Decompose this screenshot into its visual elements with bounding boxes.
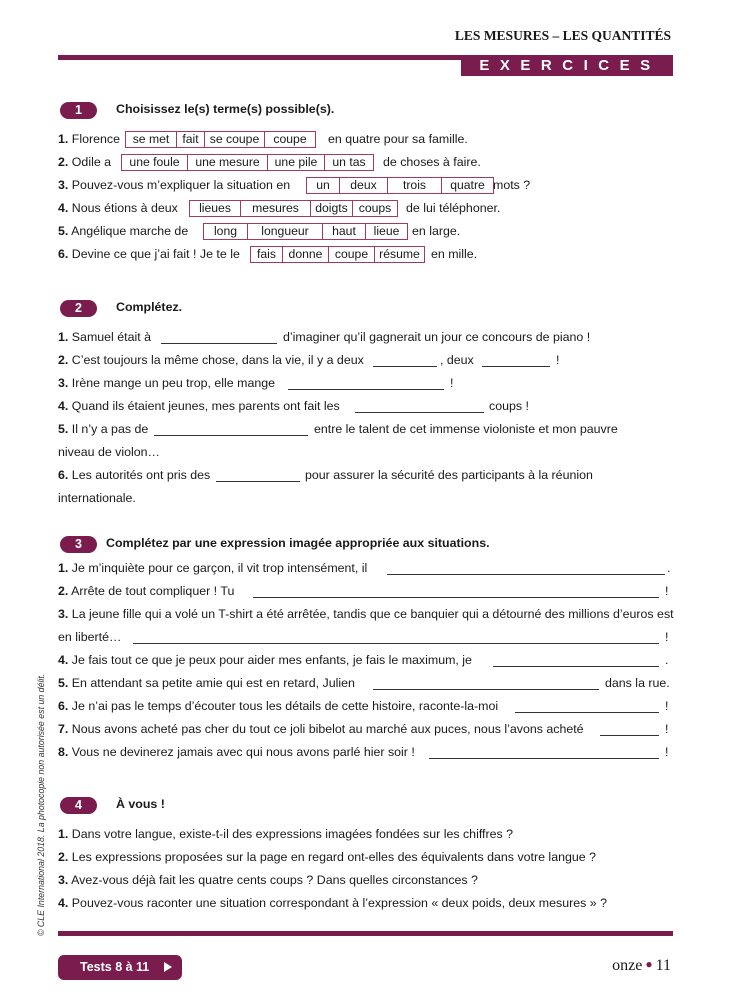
- option[interactable]: lieues: [190, 201, 241, 216]
- s1-item-6-end: en mille.: [431, 247, 478, 261]
- header-title: LES MESURES – LES QUANTITÉS: [454, 28, 671, 43]
- s1-item-6: 6. Devine ce que j’ai fait ! Je te le: [58, 247, 240, 261]
- bullet-icon: ●: [645, 957, 653, 971]
- s1-item-2-options: [121, 154, 374, 171]
- s2-item-2-blank-1[interactable]: [373, 354, 437, 367]
- s2-item-5-text: entre le talent de cet immense violoniste et mon pauvre: [314, 422, 618, 436]
- s3-item-1-end: .: [667, 561, 671, 575]
- s2-item-1: 1. Samuel était à: [58, 330, 152, 344]
- s3-item-5-blank[interactable]: [373, 677, 599, 690]
- copyright-notice: © CLE International 2018. La photocopie non autorisée est un délit.: [36, 673, 46, 936]
- s1-item-5: 5. Angélique marche de: [58, 224, 189, 238]
- option[interactable]: une mesure: [188, 155, 268, 170]
- option[interactable]: coupe: [329, 247, 375, 262]
- s4-question-1: 1. Dans votre langue, existe-t-il des expressions imagées fondées sur les chiffres ?: [58, 827, 514, 841]
- s2-item-2-end: !: [556, 353, 560, 367]
- s1-item-3-options: [306, 177, 494, 194]
- option[interactable]: longueur: [248, 224, 323, 239]
- option[interactable]: se coupe: [205, 132, 265, 147]
- s3-item-2: 2. Arrête de tout compliquer ! Tu: [58, 584, 235, 598]
- s2-item-3-blank[interactable]: [288, 377, 444, 390]
- page-number: [612, 957, 671, 975]
- s2-item-6-end: internationale.: [58, 491, 136, 505]
- s2-item-3-end: !: [450, 376, 454, 390]
- option[interactable]: deux: [340, 178, 388, 193]
- section-4-badge: 4: [60, 797, 97, 814]
- option[interactable]: se met: [126, 132, 177, 147]
- s3-item-7: 7. Nous avons acheté pas cher du tout ce joli bibelot au marché aux puces, nous l’avons acheté: [58, 722, 584, 736]
- s3-item-5: 5. En attendant sa petite amie qui est en retard, Julien: [58, 676, 355, 690]
- option[interactable]: un: [307, 178, 340, 193]
- option[interactable]: mesures: [241, 201, 311, 216]
- s1-item-1: 1. Florence: [58, 132, 121, 146]
- option[interactable]: long: [204, 224, 248, 239]
- exercices-banner: EXERCICES: [461, 55, 673, 76]
- option[interactable]: coupe: [273, 132, 307, 146]
- tests-label: Tests 8 à 11: [80, 960, 150, 974]
- section-1-badge: 1: [60, 102, 97, 119]
- s1-item-2: 2. Odile a: [58, 155, 112, 169]
- s2-item-2-blank-2[interactable]: [482, 354, 550, 367]
- s3-item-5-end: dans la rue.: [605, 676, 670, 690]
- option[interactable]: coups: [358, 201, 392, 215]
- section-4-title: À vous !: [116, 797, 165, 811]
- s1-item-4-options: [189, 200, 398, 217]
- s2-item-4: 4. Quand ils étaient jeunes, mes parents ont fait les: [58, 399, 340, 413]
- s1-item-4-end: de lui téléphoner.: [406, 201, 501, 215]
- s3-item-3-blank[interactable]: [133, 631, 659, 644]
- s2-item-5-end: niveau de violon…: [58, 445, 160, 459]
- s2-item-6-text: pour assurer la sécurité des participants à la réunion: [305, 468, 593, 482]
- option[interactable]: fais: [251, 247, 283, 262]
- s1-item-1-options: [125, 131, 316, 148]
- s3-item-4: 4. Je fais tout ce que je peux pour aider mes enfants, je fais le maximum, je: [58, 653, 472, 667]
- s3-item-4-blank[interactable]: [493, 654, 659, 667]
- s2-item-3: 3. Irène mange un peu trop, elle mange: [58, 376, 276, 390]
- s2-item-4-blank[interactable]: [355, 400, 484, 413]
- s2-item-6: 6. Les autorités ont pris des: [58, 468, 211, 482]
- option[interactable]: fait: [177, 132, 205, 147]
- footer-rule: [58, 931, 673, 936]
- s2-item-1-blank[interactable]: [161, 331, 277, 344]
- s3-item-6-end: !: [665, 699, 669, 713]
- s2-item-1-end: d’imaginer qu’il gagnerait un jour ce concours de piano !: [283, 330, 591, 344]
- s3-item-8-end: !: [665, 745, 669, 759]
- option[interactable]: un tas: [332, 155, 366, 169]
- s1-item-3: 3. Pouvez-vous m’expliquer la situation en: [58, 178, 291, 192]
- s2-item-5: 5. Il n’y a pas de: [58, 422, 149, 436]
- s3-item-8-blank[interactable]: [429, 746, 659, 759]
- s3-item-3-end: !: [665, 630, 669, 644]
- option[interactable]: une foule: [122, 155, 188, 170]
- option[interactable]: résume: [379, 247, 420, 261]
- s3-item-6-blank[interactable]: [515, 700, 659, 713]
- s2-item-2: 2. C’est toujours la même chose, dans la vie, il y a deux: [58, 353, 364, 367]
- tests-button[interactable]: [58, 955, 182, 980]
- s2-item-6-blank[interactable]: [216, 469, 300, 482]
- s3-item-1-blank[interactable]: [387, 562, 665, 575]
- option[interactable]: trois: [388, 178, 442, 193]
- s3-item-3-cont: en liberté…: [58, 630, 122, 644]
- option[interactable]: une pile: [268, 155, 325, 170]
- page-digit: 11: [655, 957, 671, 974]
- option[interactable]: quatre: [450, 178, 485, 192]
- s3-item-4-end: .: [665, 653, 669, 667]
- option[interactable]: lieue: [373, 224, 400, 238]
- s3-item-2-blank[interactable]: [253, 585, 659, 598]
- s4-question-2: 2. Les expressions proposées sur la page en regard ont-elles des équivalents dans votre langue ?: [58, 850, 596, 864]
- s1-item-5-end: en large.: [412, 224, 461, 238]
- s4-question-4: 4. Pouvez-vous raconter une situation correspondant à l’expression « deux poids, deux mesures » ?: [58, 896, 607, 910]
- s3-item-8: 8. Vous ne devinerez jamais avec qui nous avons parlé hier soir !: [58, 745, 415, 759]
- s4-question-3: 3. Avez-vous déjà fait les quatre cents coups ? Dans quelles circonstances ?: [58, 873, 478, 887]
- section-2-title: Complétez.: [116, 300, 183, 314]
- s1-item-3-end: mots ?: [493, 178, 531, 192]
- s2-item-5-blank[interactable]: [154, 423, 308, 436]
- option[interactable]: donne: [283, 247, 329, 262]
- section-2-badge: 2: [60, 300, 97, 317]
- s1-item-5-options: [203, 223, 408, 240]
- section-3-title: Complétez par une expression imagée appropriée aux situations.: [106, 536, 490, 550]
- s1-item-4: 4. Nous étions à deux: [58, 201, 178, 215]
- s2-item-4-end: coups !: [489, 399, 529, 413]
- s1-item-2-end: de choses à faire.: [383, 155, 481, 169]
- page-word: onze: [612, 957, 643, 974]
- option[interactable]: haut: [323, 224, 366, 239]
- s2-item-2-mid: , deux: [440, 353, 474, 367]
- section-1-title: Choisissez le(s) terme(s) possible(s).: [116, 102, 335, 116]
- play-arrow-icon: [164, 962, 172, 972]
- s3-item-7-blank[interactable]: [600, 723, 659, 736]
- section-3-badge: 3: [60, 536, 97, 553]
- s3-item-1: 1. Je m’inquiète pour ce garçon, il vit trop intensément, il: [58, 561, 368, 575]
- s3-item-3: 3. La jeune fille qui a volé un T-shirt a été arrêtée, tandis que ce banquier qui a détourné des millions d’euros est: [58, 607, 674, 621]
- s3-item-2-end: !: [665, 584, 669, 598]
- s3-item-7-end: !: [665, 722, 669, 736]
- option[interactable]: doigts: [311, 201, 353, 216]
- s3-item-6: 6. Je n’ai pas le temps d’écouter tous les détails de cette histoire, raconte-la-moi: [58, 699, 499, 713]
- s1-item-6-options: [250, 246, 425, 263]
- s1-item-1-end: en quatre pour sa famille.: [328, 132, 468, 146]
